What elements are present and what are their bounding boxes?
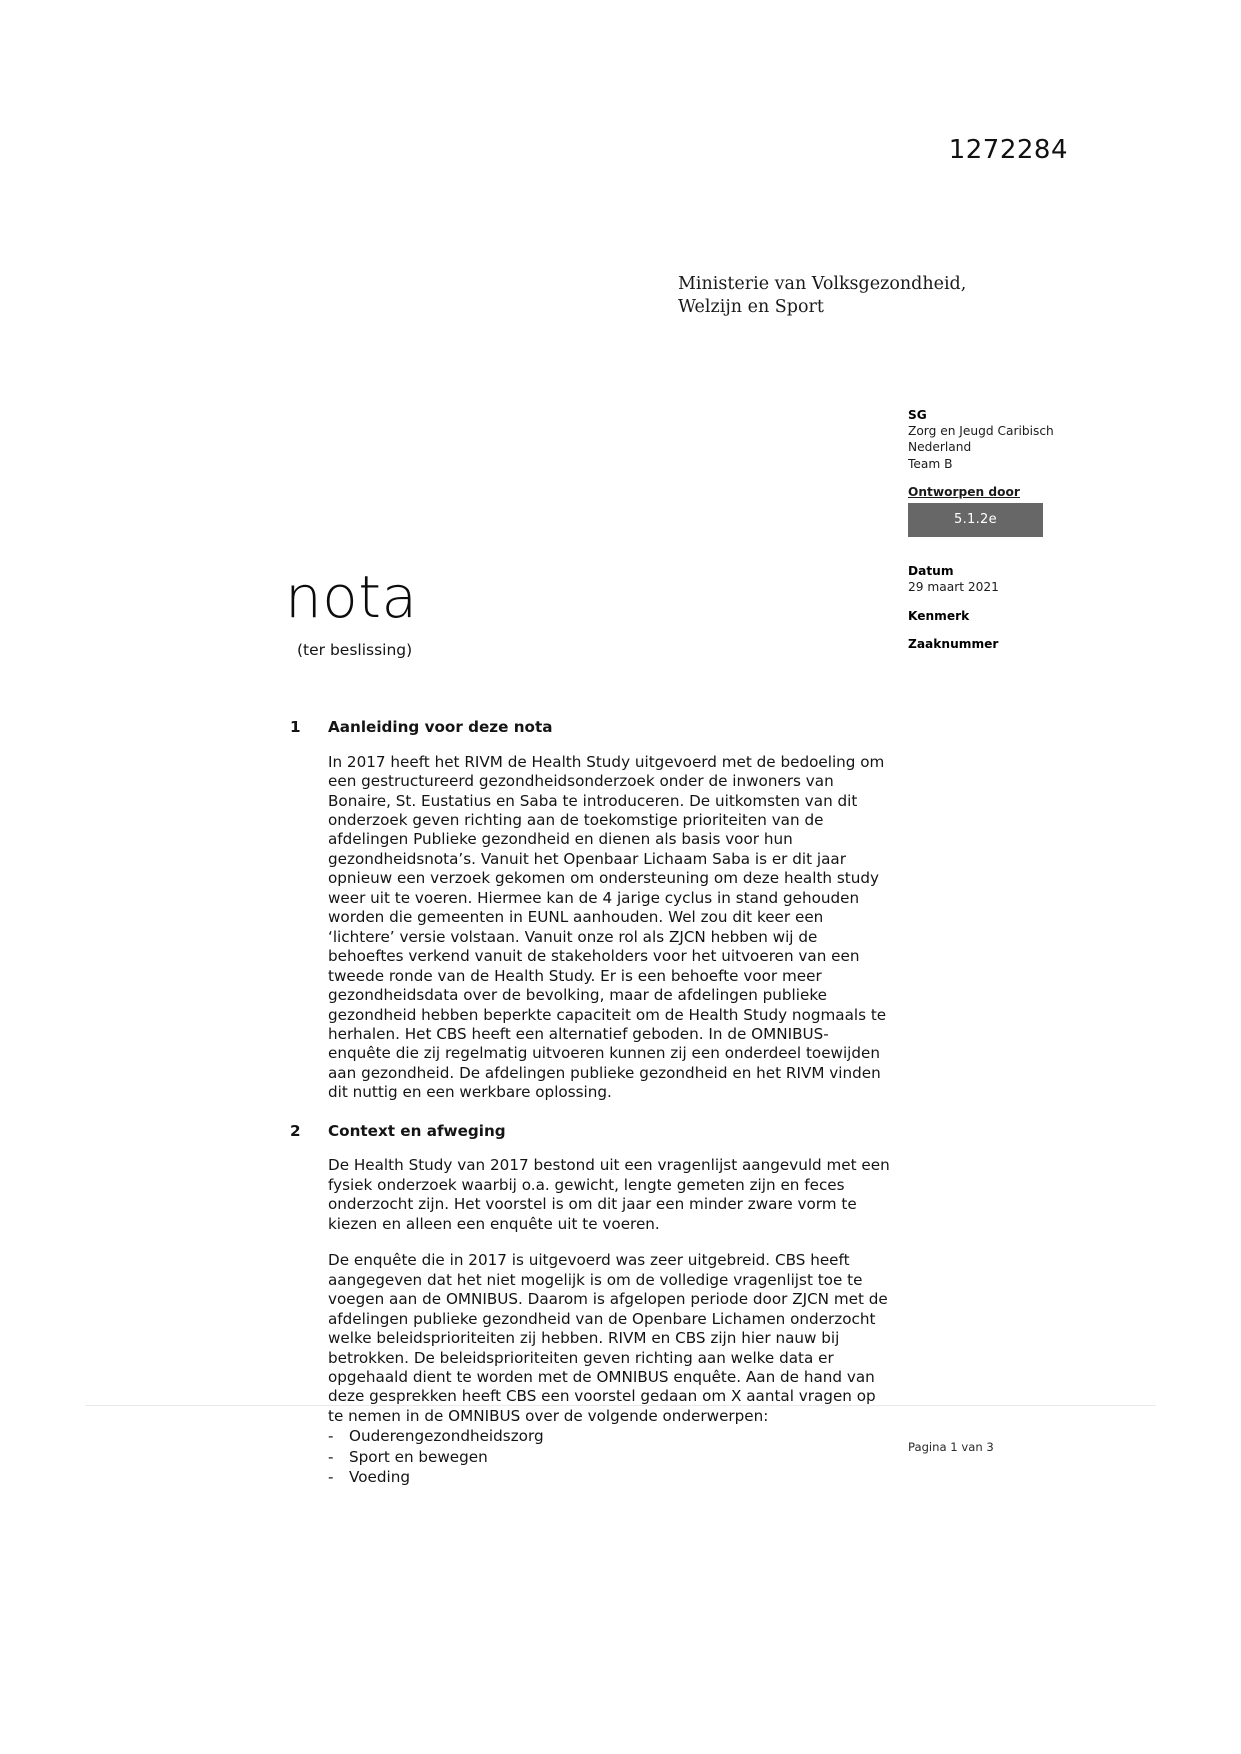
meta-designed-by bbox=[908, 484, 1088, 537]
bullet-dash-marker: - bbox=[328, 1468, 334, 1487]
redacted-name-box bbox=[908, 503, 1043, 537]
meta-zaaknummer-label: Zaaknummer bbox=[908, 636, 999, 651]
redacted-name-value: 5.1.2e bbox=[954, 512, 997, 528]
section-1 bbox=[290, 718, 890, 1103]
section-1-heading bbox=[290, 718, 890, 737]
section-2-paragraph-2: De enquête die in 2017 is uitgevoerd was zeer uitgebreid. CBS heeft aangegeven dat het niet mogelijk is om de volledige vragenlijst toe te voegen aan de OMNIBUS. Daarom is afgelopen periode door ZJCN met de afdelingen publieke gezondheid van de Openbare Lichamen onderzocht welke beleidsprioriteiten zij hebben. RIVM en CBS zijn hier nauw bij betrokken. De beleidsprioriteiten geven richting aan welke data er opgehaald dient te worden met de OMNIBUS enquête. Aan de hand van deze gesprekken heeft CBS een voorstel gedaan om X aantal vragen op te nemen in de OMNIBUS over de volgende onderwerpen: bbox=[328, 1251, 888, 1425]
meta-designed-by-label: Ontworpen door bbox=[908, 484, 1020, 499]
bullet-dash-marker: - bbox=[328, 1427, 334, 1446]
meta-date bbox=[908, 563, 1088, 595]
document-page bbox=[85, 85, 1156, 1487]
list-item bbox=[328, 1448, 890, 1467]
section-2 bbox=[290, 1122, 890, 1488]
list-item-label: Voeding bbox=[349, 1468, 410, 1487]
meta-kenmerk-label: Kenmerk bbox=[908, 608, 970, 623]
masthead-line-2: Welzijn en Sport bbox=[678, 297, 824, 318]
metadata-sidebar bbox=[908, 407, 1088, 652]
meta-org-line-3: Team B bbox=[908, 456, 953, 471]
bullet-dash-marker: - bbox=[328, 1447, 334, 1466]
page-footer: Pagina 1 van 3 bbox=[908, 1440, 994, 1454]
list-item bbox=[328, 1468, 890, 1487]
page-subtitle: (ter beslissing) bbox=[297, 641, 413, 659]
meta-org-line-2: Nederland bbox=[908, 440, 972, 455]
ministry-masthead bbox=[678, 273, 1058, 320]
meta-date-value: 29 maart 2021 bbox=[908, 580, 999, 595]
document-number: 1272284 bbox=[948, 135, 1068, 165]
meta-kenmerk bbox=[908, 608, 1088, 624]
page-title: nota bbox=[285, 563, 418, 631]
list-item-label: Sport en bewegen bbox=[349, 1447, 488, 1466]
document-body bbox=[290, 718, 890, 1507]
meta-org-label: SG bbox=[908, 408, 927, 422]
meta-org-line-1: Zorg en Jeugd Caribisch bbox=[908, 424, 1054, 439]
list-item bbox=[328, 1427, 890, 1446]
section-2-heading bbox=[290, 1122, 890, 1141]
masthead-line-1: Ministerie van Volksgezondheid, bbox=[678, 274, 967, 294]
meta-organization bbox=[908, 407, 1088, 472]
section-1-title: Aanleiding voor deze nota bbox=[328, 718, 553, 736]
section-1-number: 1 bbox=[290, 718, 301, 736]
meta-date-label: Datum bbox=[908, 564, 954, 579]
list-item-label: Ouderengezondheidszorg bbox=[349, 1427, 544, 1446]
section-2-number: 2 bbox=[290, 1121, 301, 1140]
section-2-paragraph-1: De Health Study van 2017 bestond uit een vragenlijst aangevuld met een fysiek onderzoek waarbij o.a. gewicht, lengte gemeten zijn en feces onderzocht zijn. Het voorstel is om dit jaar een minder zware vorm te kiezen en alleen een enquête uit te voeren. bbox=[328, 1156, 890, 1233]
meta-zaaknummer bbox=[908, 636, 1088, 652]
section-1-paragraph-1: In 2017 heeft het RIVM de Health Study uitgevoerd met de bedoeling om een gestructureerd gezondheidsonderzoek onder de inwoners van Bonaire, St. Eustatius en Saba te introduceren. De uitkomsten van dit onderzoek geven richting aan de toekomstige prioriteiten van de afdelingen Publieke gezondheid en dienen als basis voor hun gezondheidsnota’s. Vanuit het Openbaar Lichaam Saba is er dit jaar opnieuw een verzoek gekomen om ondersteuning om deze health study weer uit te voeren. Hiermee kan de 4 jarige cyclus in stand gehouden worden die gemeenten in EUNL aanhouden. Wel zou dit keer een ‘lichtere’ versie volstaan. Vanuit onze rol als ZJCN hebben wij de behoeftes verkend vanuit de stakeholders voor het uitvoeren van een tweede ronde van de Health Study. Er is een behoefte voor meer gezondheidsdata over de bevolking, maar de afdelingen publieke gezondheid hebben beperkte capaciteit om de Health Study nogmaals te herhalen. Het CBS heeft een alternatief geboden. In de OMNIBUS-enquête die zij regelmatig uitvoeren kunnen zij een onderdeel toewijden aan gezondheid. De afdelingen publieke gezondheid en het RIVM vinden dit nuttig en een werkbare oplossing. bbox=[328, 752, 887, 1102]
section-2-title: Context en afweging bbox=[328, 1121, 506, 1140]
section-2-bullet-list bbox=[328, 1427, 890, 1487]
